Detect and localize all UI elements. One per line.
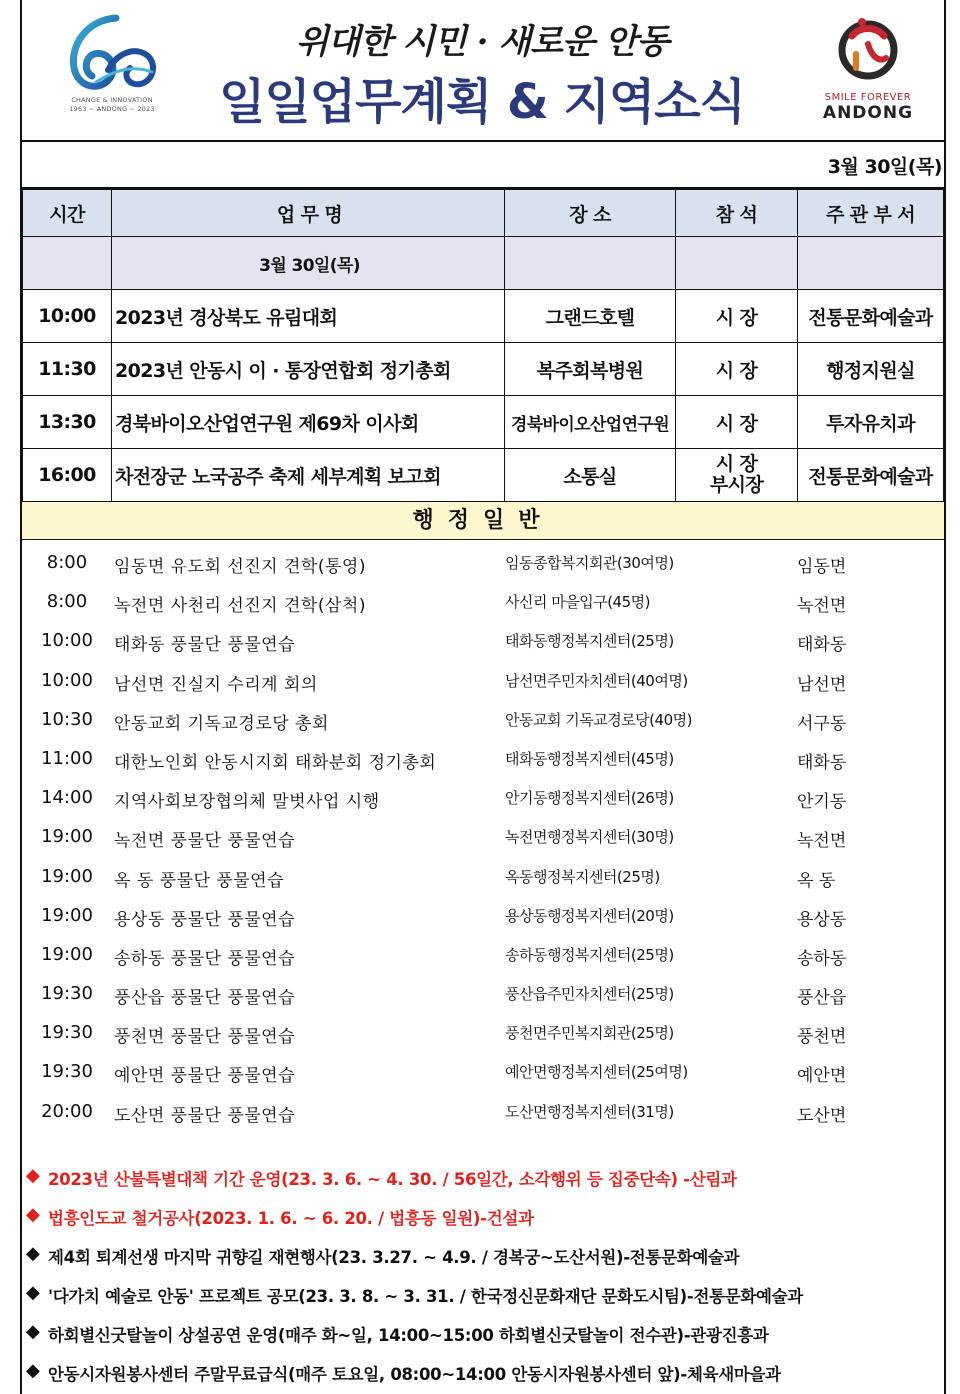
row-dept: 행정지원실: [798, 343, 944, 396]
admin-time: 19:00: [41, 865, 93, 887]
notice-text: 2023년 산불특별대책 기간 운영(23. 3. 6. ~ 4. 30. / 56일간, 소각행위 등 집중단속) -산림과: [48, 1170, 737, 1189]
schedule-table: [22, 189, 944, 502]
admin-location: 남선면: [797, 674, 847, 695]
admin-task: 풍천면 풍물단 풍물연습: [114, 1027, 296, 1048]
admin-row: [22, 1014, 944, 1053]
row-time: 11:30: [23, 343, 112, 396]
logo-name: ANDONG: [822, 103, 914, 123]
admin-place: 도산면행정복지센터(31명): [505, 1102, 674, 1121]
admin-time: 10:00: [41, 669, 93, 691]
header-attend: 참 석: [676, 190, 798, 237]
andong-city-logo: [808, 10, 928, 130]
notice-text: 법흥인도교 철거공사(2023. 1. 6. ~ 6. 20. / 법흥동 일원)-건설과: [48, 1209, 534, 1228]
admin-place: 용상동행정복지센터(20명): [505, 906, 674, 925]
admin-time: 8:00: [46, 552, 88, 573]
admin-task: 지역사회보장협의체 말벗사업 시행: [114, 792, 380, 813]
admin-task: 옥 동 풍물단 풍물연습: [114, 870, 285, 891]
admin-time: 20:00: [41, 1100, 93, 1122]
notice-item: [22, 1275, 944, 1314]
row-task: 경북바이오산업연구원 제69차 이사회: [112, 396, 505, 449]
row-attend: 시 장: [676, 396, 798, 449]
row-place: 소통실: [505, 449, 676, 502]
admin-time: 10:30: [41, 708, 93, 730]
notice-list: [22, 1158, 944, 1392]
admin-task: 녹전면 풍물단 풍물연습: [114, 831, 296, 852]
admin-row: [22, 936, 944, 975]
table-row: [23, 343, 944, 396]
document-page: [20, 0, 946, 1394]
admin-place: 임동종합복지회관(30여명): [505, 554, 674, 572]
admin-task: 용상동 풍물단 풍물연습: [114, 909, 296, 930]
admin-location: 녹전면: [797, 596, 847, 617]
row-dept: 투자유치과: [798, 396, 944, 449]
row-dept: 전통문화예술과: [798, 449, 944, 502]
row-time: 10:00: [23, 290, 112, 343]
admin-row: [22, 818, 944, 857]
admin-location: 태화동: [797, 635, 847, 656]
notice-item: [22, 1197, 944, 1236]
diamond-bullet-icon: ◆: [26, 1165, 40, 1186]
logo-years: 1963 ~ ANDONG ~ 2023: [69, 105, 155, 113]
header: [22, 0, 944, 142]
attendee-deputy-mayor: 부시장: [709, 474, 764, 496]
table-row: [23, 396, 944, 449]
notice-item: [22, 1314, 944, 1353]
admin-location: 임동면: [797, 557, 847, 577]
header-time: 시간: [23, 190, 112, 237]
admin-time: 14:00: [41, 787, 93, 809]
admin-section-title: 행정일반: [22, 502, 944, 540]
attendee-mayor: 시 장: [715, 453, 758, 475]
admin-task: 녹전면 사천리 선진지 견학(삼척): [114, 596, 366, 617]
admin-location: 서구동: [797, 713, 847, 734]
admin-time: 19:30: [41, 1022, 93, 1044]
admin-location: 녹전면: [797, 831, 847, 852]
notice-item: [22, 1353, 944, 1392]
admin-row: [22, 544, 944, 583]
logo-tagline: CHANGE & INNOVATION: [71, 96, 153, 104]
row-attend: 시 장: [676, 343, 798, 396]
admin-place: 태화동행정복지센터(25명): [505, 632, 674, 651]
page-title: 일일업무계획 & 지역소식: [219, 74, 745, 130]
admin-place: 옥동행정복지센터(25명): [505, 867, 660, 886]
date-section-row: [23, 237, 944, 290]
admin-place: 예안면행정복지센터(25여명): [505, 1063, 688, 1082]
row-place: 경북바이오산업연구원: [505, 396, 676, 449]
diamond-bullet-icon: ◆: [26, 1282, 40, 1303]
admin-row: [22, 701, 944, 740]
admin-task: 남선면 진실지 수리계 회의: [114, 674, 318, 695]
admin-place: 풍산읍주민자치센터(25명): [505, 985, 674, 1004]
row-dept: 전통문화예술과: [798, 290, 944, 343]
admin-task: 태화동 풍물단 풍물연습: [114, 635, 296, 656]
anniversary-60-icon: [56, 12, 166, 98]
admin-task: 도산면 풍물단 풍물연습: [114, 1105, 296, 1126]
admin-time: 19:30: [41, 983, 93, 1005]
date-bar: [22, 142, 944, 189]
row-task: 차전장군 노국공주 축제 세부계획 보고회: [112, 449, 505, 502]
notice-text: 제4회 퇴계선생 마지막 귀향길 재현행사(23. 3.27. ~ 4.9. / 경복궁~도산서원)-전통문화예술과: [48, 1248, 740, 1267]
row-time: 16:00: [23, 449, 112, 502]
row-attend: [676, 449, 798, 502]
admin-place: 안동교회 기독교경로당(40명): [505, 710, 692, 729]
notice-text: 안동시자원봉사센터 주말무료급식(매주 토요일, 08:00~14:00 안동시자원봉사센터 앞)-체육새마을과: [48, 1365, 781, 1384]
admin-row: [22, 858, 944, 897]
admin-task: 임동면 유도회 선진지 견학(통영): [114, 557, 366, 577]
row-task: 2023년 안동시 이 · 통장연합회 정기총회: [112, 343, 505, 396]
admin-row: [22, 1053, 944, 1092]
admin-time: 19:00: [41, 943, 93, 965]
diamond-bullet-icon: ◆: [26, 1321, 40, 1342]
admin-time: 8:00: [46, 591, 88, 613]
document-date: 3월 30일(목): [827, 156, 942, 178]
header-place: 장 소: [505, 190, 676, 237]
andong-smile-icon: [808, 10, 928, 92]
admin-place: 풍천면주민복지회관(25명): [505, 1024, 674, 1043]
table-row: [23, 449, 944, 502]
admin-place: 송하동행정복지센터(25명): [505, 945, 674, 964]
admin-row: [22, 740, 944, 779]
diamond-bullet-icon: ◆: [26, 1360, 40, 1381]
admin-location: 풍천면: [797, 1027, 847, 1048]
row-attend: 시 장: [676, 290, 798, 343]
diamond-bullet-icon: ◆: [26, 1243, 40, 1264]
admin-task: 대한노인회 안동시지회 태화분회 정기총회: [114, 752, 437, 773]
row-task: 2023년 경상북도 유림대회: [112, 290, 505, 343]
row-place: 복주회복병원: [505, 343, 676, 396]
admin-time: 19:00: [41, 904, 93, 926]
notice-text: 하회별신굿탈놀이 상설공연 운영(매주 화~일, 14:00~15:00 하회별신굿탈놀이 전수관)-관광진흥과: [48, 1326, 769, 1345]
admin-row: [22, 1093, 944, 1132]
admin-task: 송하동 풍물단 풍물연습: [114, 948, 296, 969]
admin-row: [22, 662, 944, 701]
admin-place: 사신리 마을입구(45명): [505, 593, 650, 612]
admin-task: 안동교회 기독교경로당 총회: [114, 713, 329, 734]
admin-location: 태화동: [797, 752, 847, 773]
admin-location: 송하동: [797, 948, 847, 969]
admin-task: 예안면 풍물단 풍물연습: [114, 1066, 296, 1087]
admin-location: 용상동: [797, 909, 847, 930]
table-row: [23, 290, 944, 343]
admin-place: 태화동행정복지센터(45명): [505, 749, 674, 768]
admin-time: 11:00: [41, 747, 93, 769]
admin-task: 풍산읍 풍물단 풍물연습: [114, 988, 296, 1009]
admin-time: 10:00: [41, 630, 93, 652]
slogan: 위대한 시민 · 새로운 안동: [295, 22, 669, 62]
table-header-row: [23, 190, 944, 237]
header-dept: 주 관 부 서: [798, 190, 944, 237]
admin-row: [22, 583, 944, 622]
admin-row: [22, 897, 944, 936]
admin-location: 풍산읍: [797, 988, 847, 1009]
anniversary-60-logo: [56, 12, 166, 122]
admin-time: 19:30: [41, 1061, 93, 1083]
notice-item: [22, 1158, 944, 1197]
admin-row: [22, 779, 944, 818]
admin-location: 도산면: [797, 1105, 847, 1126]
header-task: 업 무 명: [112, 190, 505, 237]
admin-time: 19:00: [41, 826, 93, 848]
notice-item: [22, 1236, 944, 1275]
admin-location: 예안면: [797, 1066, 847, 1087]
diamond-bullet-icon: ◆: [26, 1204, 40, 1225]
admin-row: [22, 622, 944, 661]
admin-place: 안기동행정복지센터(26명): [505, 789, 674, 808]
notice-text: '다가치 예술로 안동' 프로젝트 공모(23. 3. 8. ~ 3. 31. / 한국정신문화재단 문화도시팀)-전통문화예술과: [48, 1287, 803, 1306]
admin-list: [22, 540, 944, 1132]
admin-location: 안기동: [797, 792, 847, 813]
row-time: 13:30: [23, 396, 112, 449]
row-place: 그랜드호텔: [505, 290, 676, 343]
section-date: 3월 30일(목): [112, 237, 505, 290]
logo-slogan: SMILE FOREVER: [824, 92, 912, 103]
admin-place: 남선면주민자치센터(40여명): [505, 671, 688, 690]
admin-row: [22, 975, 944, 1014]
admin-location: 옥 동: [797, 870, 836, 891]
admin-place: 녹전면행정복지센터(30명): [505, 828, 674, 847]
